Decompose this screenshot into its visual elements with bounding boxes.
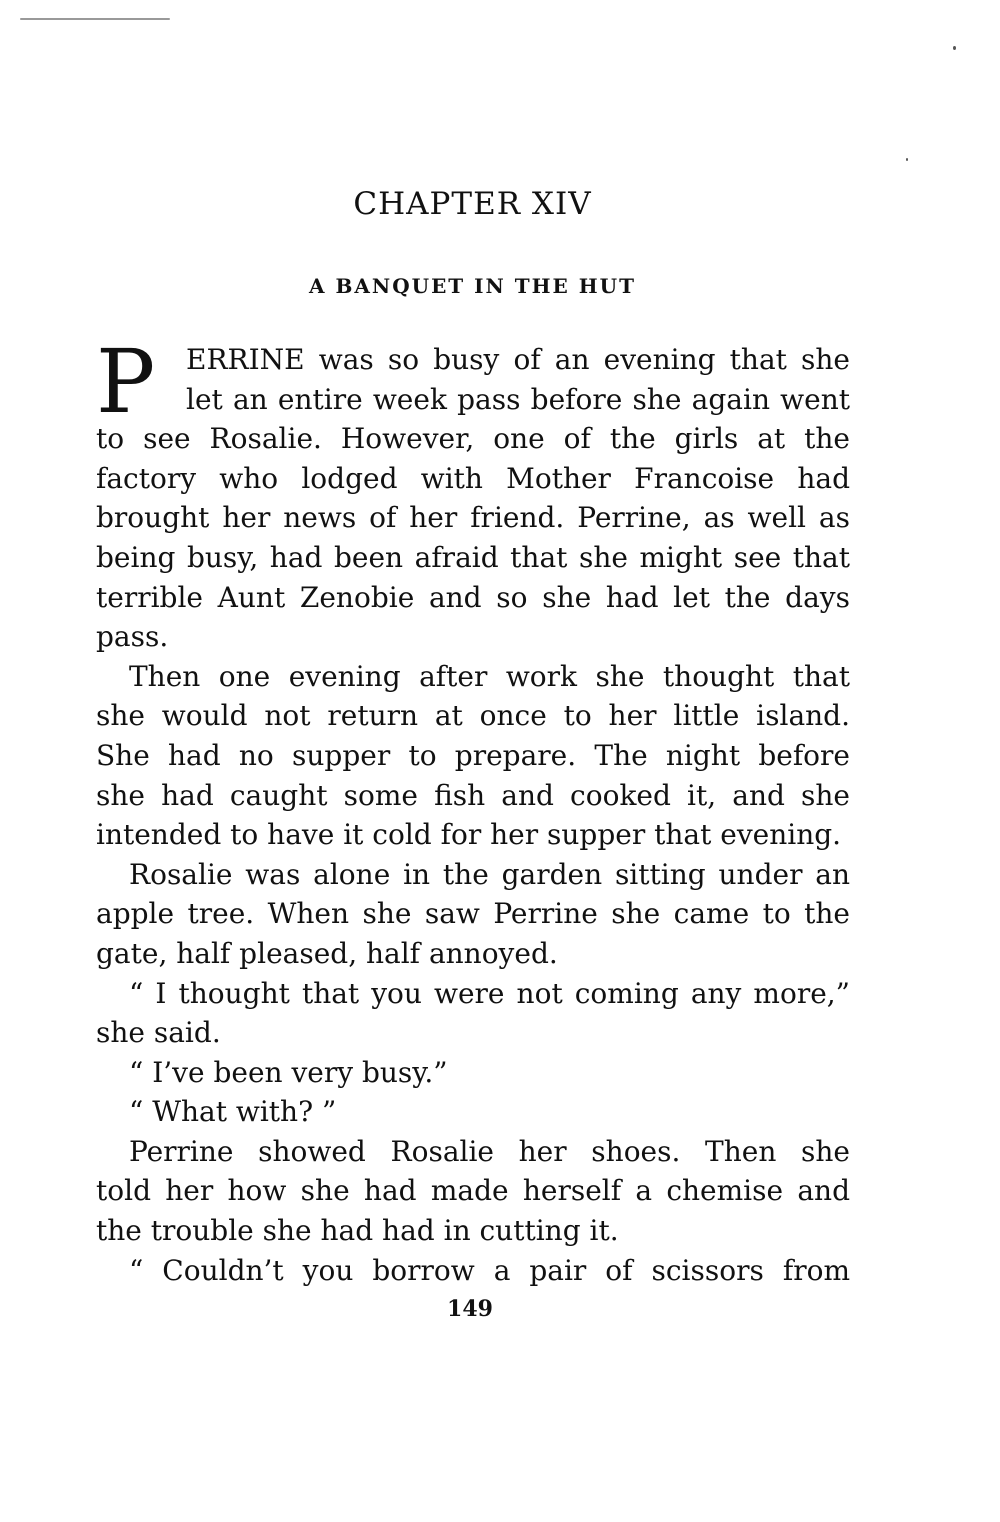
text-line: she said.: [96, 1016, 221, 1050]
drop-cap: P: [96, 330, 156, 433]
text-line: apple tree. When she saw Perrine she came to the: [96, 897, 850, 931]
page-number: 149: [447, 1296, 493, 1322]
chapter-subtitle: A BANQUET IN THE HUT: [309, 274, 636, 298]
text-line: Rosalie was alone in the garden sitting under an: [129, 857, 850, 891]
text-line: “ I thought that you were not coming any more,”: [129, 976, 850, 1010]
text-line: “ What with? ”: [129, 1095, 337, 1129]
text-line: being busy, had been afraid that she might see that: [96, 540, 850, 574]
text-line: intended to have it cold for her supper that evening.: [96, 818, 842, 852]
text-line: let an entire week pass before she again went: [186, 382, 850, 416]
text-line: she had caught some fish and cooked it, and she: [96, 778, 850, 812]
text-line: told her how she had made herself a chemise and: [96, 1174, 850, 1208]
text-line: terrible Aunt Zenobie and so she had let the days: [96, 580, 850, 614]
text-line: Then one evening after work she thought that: [129, 659, 850, 693]
text-line: ERRINE was so busy of an evening that she: [186, 343, 850, 376]
body-text: [96, 330, 850, 1290]
scan-speck: [953, 46, 956, 50]
text-line: She had no supper to prepare. The night before: [96, 738, 850, 772]
scan-speck: [20, 18, 170, 20]
text-line: pass.: [96, 620, 169, 654]
text-line: factory who lodged with Mother Francoise had: [96, 461, 850, 495]
text-line: “ Couldn’t you borrow a pair of scissors from: [129, 1253, 850, 1287]
text-line: the trouble she had had in cutting it.: [96, 1214, 619, 1248]
text-line: to see Rosalie. However, one of the girls at the: [96, 422, 850, 456]
text-line: Perrine showed Rosalie her shoes. Then she: [129, 1134, 850, 1168]
scan-speck: [906, 158, 908, 161]
text-line: gate, half pleased, half annoyed.: [96, 936, 558, 970]
text-line: brought her news of her friend. Perrine, as well as: [96, 501, 850, 535]
text-line: “ I’ve been very busy.”: [129, 1055, 448, 1089]
chapter-title: CHAPTER XIV: [353, 186, 592, 222]
text-line: she would not return at once to her little island.: [96, 699, 850, 733]
